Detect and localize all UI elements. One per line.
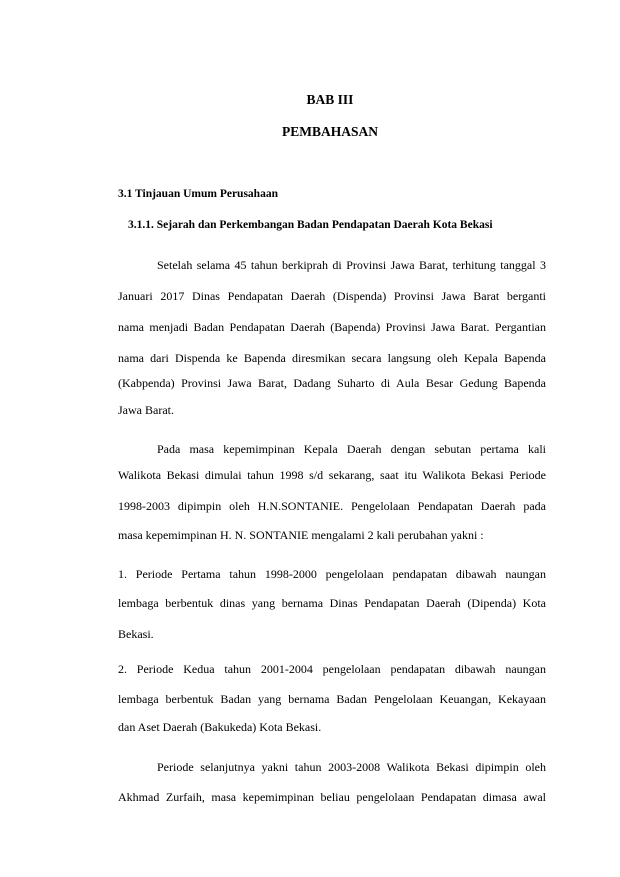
chapter-title: PEMBAHASAN <box>281 124 378 139</box>
subsection-heading: 3.1.1. Sejarah dan Perkembangan Badan Pendapatan Daerah Kota Bekasi <box>128 219 493 231</box>
list-item-line: dan Aset Daerah (Bakukeda) Kota Bekasi. <box>118 720 322 734</box>
paragraph-line: Pada masa kepemimpinan Kepala Daerah dengan sebutan pertama kali <box>157 442 546 456</box>
paragraph-line: nama menjadi Badan Pendapatan Daerah (Bapenda) Provinsi Jawa Barat. Pergantian <box>118 320 546 334</box>
chapter-number: BAB III <box>306 92 354 107</box>
paragraph-line: Periode selanjutnya yakni tahun 2003-2008 Walikota Bekasi dipimpin oleh <box>157 760 546 774</box>
list-item-line: 2. Periode Kedua tahun 2001-2004 pengelolaan pendapatan dibawah naungan <box>118 662 546 676</box>
paragraph-line: Jawa Barat. <box>118 403 174 417</box>
paragraph-line: 1998-2003 dipimpin oleh H.N.SONTANIE. Pengelolaan Pendapatan Daerah pada <box>118 499 546 513</box>
list-item-line: lembaga berbentuk Badan yang bernama Badan Pengelolaan Keuangan, Kekayaan <box>118 692 546 706</box>
list-item-line: Bekasi. <box>118 627 154 641</box>
paragraph-line: Januari 2017 Dinas Pendapatan Daerah (Dispenda) Provinsi Jawa Barat berganti <box>118 289 546 303</box>
list-item-line: lembaga berbentuk dinas yang bernama Dinas Pendapatan Daerah (Dipenda) Kota <box>118 596 546 610</box>
paragraph-line: Akhmad Zurfaih, masa kepemimpinan beliau pengelolaan Pendapatan dimasa awal <box>118 790 546 804</box>
paragraph-line: Setelah selama 45 tahun berkiprah di Provinsi Jawa Barat, terhitung tanggal 3 <box>157 258 546 272</box>
paragraph-line: nama dari Dispenda ke Bapenda diresmikan secara langsung oleh Kepala Bapenda <box>118 351 546 365</box>
paragraph-line: (Kabpenda) Provinsi Jawa Barat, Dadang Suharto di Aula Besar Gedung Bapenda <box>118 376 546 390</box>
paragraph-line: masa kepemimpinan H. N. SONTANIE mengalami 2 kali perubahan yakni : <box>118 528 484 542</box>
paragraph-line: Walikota Bekasi dimulai tahun 1998 s/d sekarang, saat itu Walikota Bekasi Periode <box>118 468 546 482</box>
list-item-line: 1. Periode Pertama tahun 1998-2000 pengelolaan pendapatan dibawah naungan <box>118 567 546 581</box>
section-heading: 3.1 Tinjauan Umum Perusahaan <box>118 188 278 200</box>
